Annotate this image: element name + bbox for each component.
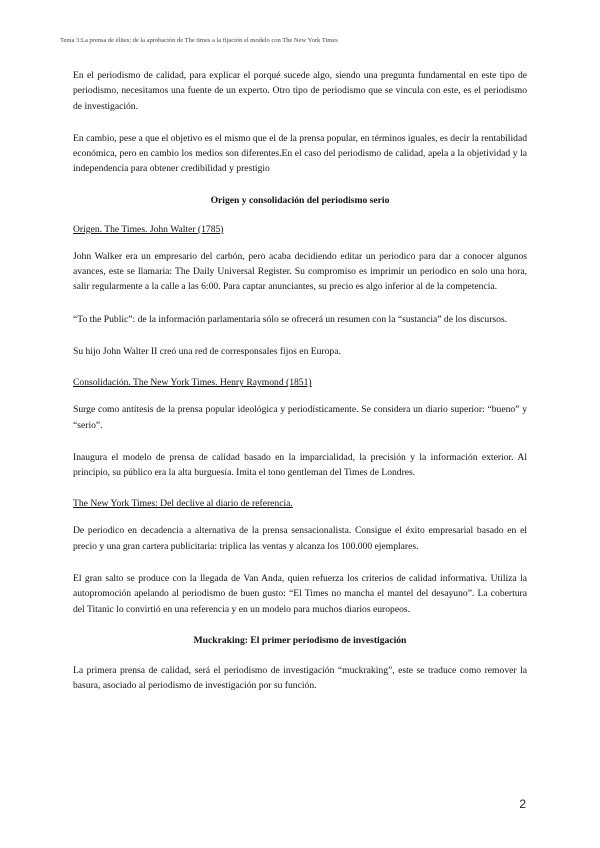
paragraph-quality-journalism: En el periodismo de calidad, para explicar el porqué sucede algo, siendo una pregunta fundamental en este tipo de periodismo, necesitamos una fuente de un experto. Otro tipo de periodismo que se vincula con este, es el periodismo de investigación. <box>73 70 527 112</box>
paragraph-muckraking: La primera prensa de calidad, será el periodismo de investigación “muckraking”, este se traduce como remover la basura, asociado al periodismo de investigación por su función. <box>73 664 527 692</box>
document-body <box>73 68 527 711</box>
section-heading-origin: Origen y consolidación del periodismo serio <box>210 194 390 206</box>
paragraph-to-the-public: “To the Public”: de la información parlamentaria sólo se ofrecerá un resumen con la “sustancia” de los discursos. <box>73 313 508 325</box>
subheading-nyt-decline: The New York Times: Del declive al diario de referencia. <box>73 498 293 510</box>
paragraph-quality-model: Inaugura el modelo de prensa de calidad basado en la imparcialidad, la precisión y la información exterior. Al principio, su público era la alta burguesía. Imita el tono gentleman del Times de Londres. <box>73 451 527 479</box>
running-header: Tema 3:La prensa de élites; de la aprobación de The times a la fijación el modelo con The New York Times <box>60 37 338 44</box>
subheading-the-times: Origen. The Times. John Walter (1785) <box>73 223 224 235</box>
paragraph-decadence: De periodico en decadencia a alternativa de la prensa sensacionalista. Consigue el éxito empresarial basado en el precio y una gran cartera publicitaria: triplica las ventas y alcanza los 100.000 ejemplares. <box>73 525 527 552</box>
subheading-new-york-times: Consolidación. The New York Times. Henry Raymond (1851) <box>73 377 312 389</box>
section-heading-muckraking: Muckraking: El primer periodismo de investigación <box>193 634 407 646</box>
paragraph-john-walker: John Walker era un empresario del carbón, pero acaba decidiendo editar un periodico para dar a conocer algunos avances, este se llamaria: The Daily Universal Register. Su compromiso es imprimir un periodico en solo una hora, salir regularmente a la calle a las 6:00. Para captar anunciantes, su precio es algo inferior al de la competencia. <box>73 250 527 293</box>
paragraph-john-walter-ii: Su hijo John Walter II creó una red de corresponsales fijos en Europa. <box>73 345 341 357</box>
paragraph-van-anda: El gran salto se produce con la llegada de Van Anda, quien refuerza los criterios de calidad informativa. Utiliza la autopromoción apelando al periodismo de buen gusto: “El Times no mancha el mantel del desayuno”. La cobertura del Titanic lo convirtió en una referencia y en un modelo para muchos diarios europeos. <box>73 573 527 615</box>
page-number: 2 <box>519 797 526 811</box>
paragraph-popular-press-comparison: En cambio, pese a que el objetivo es el mismo que el de la prensa popular, en términos iguales, es decir la rentabilidad económica, pero en cambio los medios son diferentes.En el caso del periodismo de calidad, apela a la objetividad y la independencia para obtener credibilidad y prestigio <box>73 132 527 175</box>
paragraph-antithesis: Surge como antítesis de la prensa popular ideológica y periodísticamente. Se considera un diario superior: “bueno” y “serio”. <box>73 404 527 431</box>
